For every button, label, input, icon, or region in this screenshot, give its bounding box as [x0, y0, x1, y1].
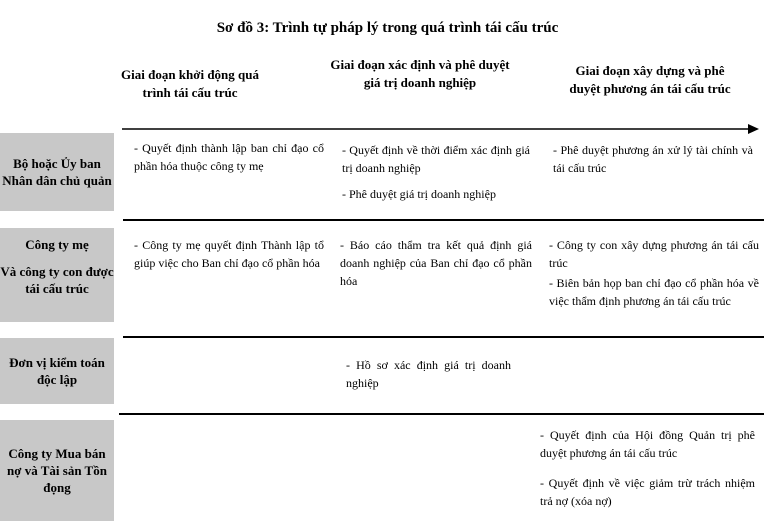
- phase-header-valuation: Giai đoạn xác định và phê duyệt giá trị doanh nghiệp: [330, 57, 510, 90]
- actor-parent-company-label: Công ty mẹ: [25, 237, 89, 252]
- cell-item: - Quyết định về thời điểm xác định giá trị doanh nghiệp: [342, 143, 530, 175]
- cell-item: - Công ty mẹ quyết định Thành lập tổ giúp việc cho Ban chỉ đạo cổ phần hóa: [134, 238, 324, 270]
- cell-parent-valuation: [340, 236, 532, 298]
- row-divider: [123, 219, 764, 221]
- cell-item: - Báo cáo thẩm tra kết quả định giá doanh nghiệp của Ban chỉ đạo cổ phần hóa: [340, 238, 532, 288]
- timeline-arrow: [122, 121, 762, 137]
- actor-debt-trading-company: [0, 420, 114, 521]
- row-divider: [119, 413, 764, 415]
- actor-ministry-label: Bộ hoặc Ủy ban Nhân dân chủ quản: [2, 156, 112, 188]
- cell-item: - Biên bản họp ban chỉ đạo cổ phần hóa về việc thẩm định phương án tái cấu trúc: [549, 276, 759, 308]
- cell-debt-company-plan: [540, 426, 755, 522]
- actor-ministry: [0, 133, 114, 211]
- cell-parent-startup: [134, 236, 324, 280]
- cell-item: - Công ty con xây dựng phương án tái cấu trúc: [549, 238, 759, 270]
- cell-item: - Quyết định thành lập ban chỉ đạo cổ phần hóa thuộc công ty mẹ: [134, 141, 324, 173]
- actor-auditor-label: Đơn vị kiểm toán độc lập: [9, 355, 105, 387]
- cell-item: - Phê duyệt giá trị doanh nghiệp: [342, 187, 496, 201]
- cell-item: - Quyết định về việc giảm trừ trách nhiệm trả nợ (xóa nợ): [540, 476, 755, 508]
- diagram-title: Sơ đồ 3: Trình tự pháp lý trong quá trình tái cấu trúc: [216, 20, 559, 36]
- actor-parent-company: [0, 228, 114, 322]
- phase-header-startup: Giai đoạn khởi động quá trình tái cấu trúc: [121, 67, 259, 100]
- actor-debt-trading-company-label: Công ty Mua bán nợ và Tài sản Tồn đọng: [7, 446, 107, 495]
- cell-auditor-valuation: [346, 356, 511, 400]
- actor-subsidiary-label: Và công ty con được tái cấu trúc: [0, 264, 114, 296]
- cell-ministry-valuation: [342, 141, 530, 211]
- cell-parent-plan: [549, 236, 759, 312]
- actor-auditor: [0, 338, 114, 404]
- cell-item: - Hồ sơ xác định giá trị doanh nghiệp: [346, 358, 511, 390]
- cell-item: - Phê duyệt phương án xử lý tài chính và tái cấu trúc: [553, 143, 753, 175]
- cell-ministry-plan: [553, 141, 753, 185]
- cell-ministry-startup: [134, 139, 324, 183]
- phase-header-restructuring-plan: Giai đoạn xây dựng và phê duyệt phương án tái cấu trúc: [569, 63, 731, 96]
- cell-item: - Quyết định của Hội đồng Quản trị phê duyệt phương án tái cấu trúc: [540, 428, 755, 460]
- row-divider: [123, 336, 764, 338]
